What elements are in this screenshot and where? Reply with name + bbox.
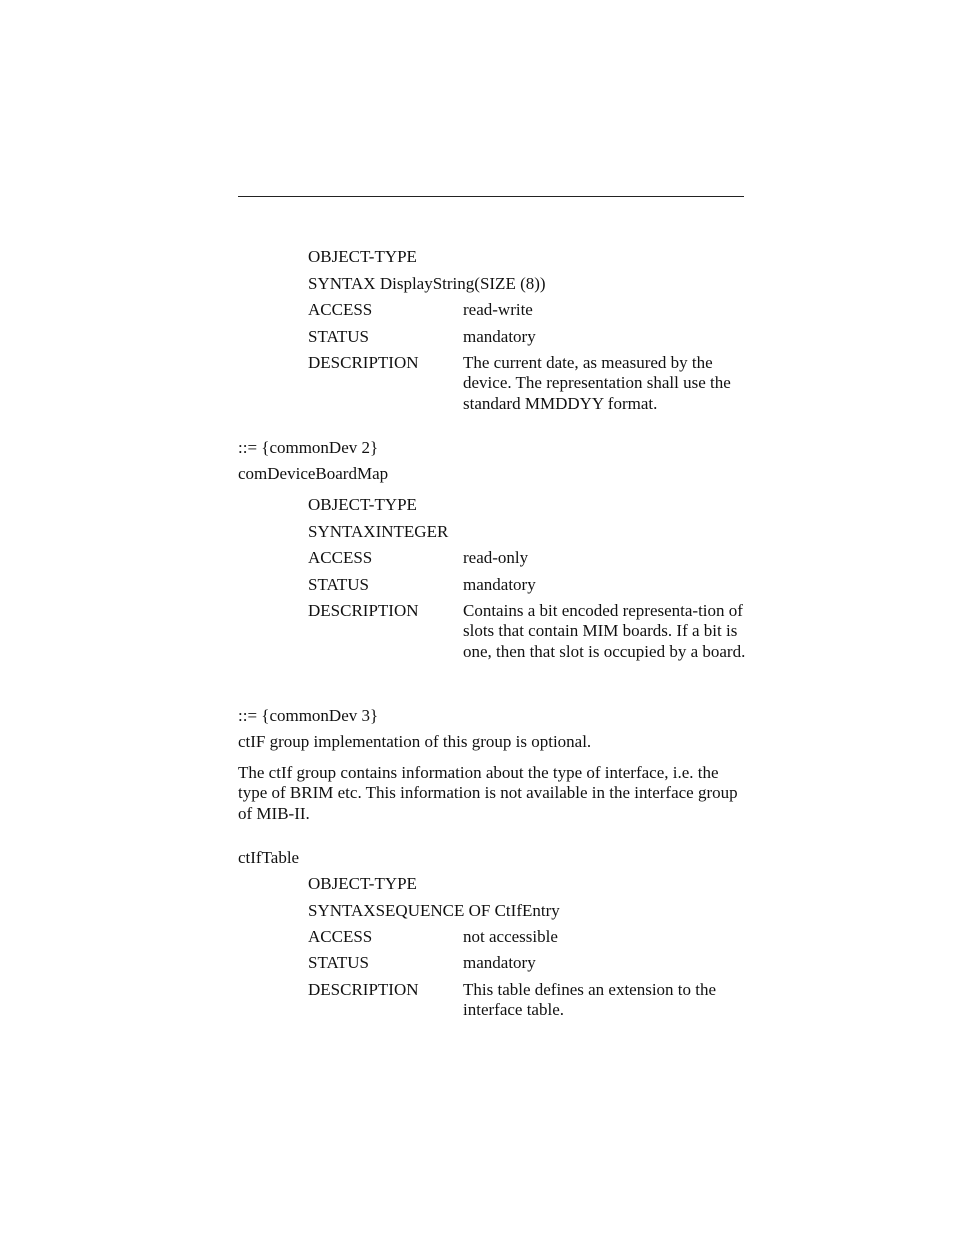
description-label: DESCRIPTION	[308, 980, 419, 999]
status-value: mandatory	[463, 575, 536, 594]
access-label: ACCESS	[308, 300, 373, 319]
description-label: DESCRIPTION	[308, 601, 419, 620]
description-value: Contains a bit encoded representa-tion of slots that contain MIM boards. If a bit is one, then that slot is occupied by a board.	[463, 601, 746, 661]
object-type-label: OBJECT-TYPE	[308, 247, 417, 266]
assignment: ::= {commonDev 3}	[238, 706, 379, 725]
object-type-label: OBJECT-TYPE	[308, 495, 417, 514]
access-value: read-write	[463, 300, 533, 319]
description-value: This table defines an extension to the interface table.	[463, 980, 717, 1020]
description-label: DESCRIPTION	[308, 353, 419, 372]
syntax-line: SYNTAXINTEGER	[308, 522, 449, 541]
object-type-label: OBJECT-TYPE	[308, 874, 417, 893]
status-label: STATUS	[308, 953, 369, 972]
syntax-line: SYNTAXSEQUENCE OF CtIfEntry	[308, 901, 560, 920]
status-label: STATUS	[308, 575, 369, 594]
access-value: not accessible	[463, 927, 558, 946]
status-value: mandatory	[463, 327, 536, 346]
group-paragraph: The ctIf group contains information about the type of interface, i.e. the type of BRIM etc. This information is not available in the interface group of MIB-II.	[238, 763, 738, 823]
status-value: mandatory	[463, 953, 536, 972]
object-name: ctIfTable	[238, 848, 300, 867]
header-rule	[238, 196, 744, 197]
description-value: The current date, as measured by the device. The representation shall use the standard MMDDYY format.	[463, 353, 731, 413]
status-label: STATUS	[308, 327, 369, 346]
access-label: ACCESS	[308, 927, 373, 946]
access-label: ACCESS	[308, 548, 373, 567]
object-name: comDeviceBoardMap	[238, 464, 389, 483]
access-value: read-only	[463, 548, 529, 567]
syntax-line: SYNTAX DisplayString(SIZE (8))	[308, 274, 546, 293]
assignment: ::= {commonDev 2}	[238, 438, 379, 457]
group-note: ctIF group implementation of this group is optional.	[238, 732, 592, 751]
